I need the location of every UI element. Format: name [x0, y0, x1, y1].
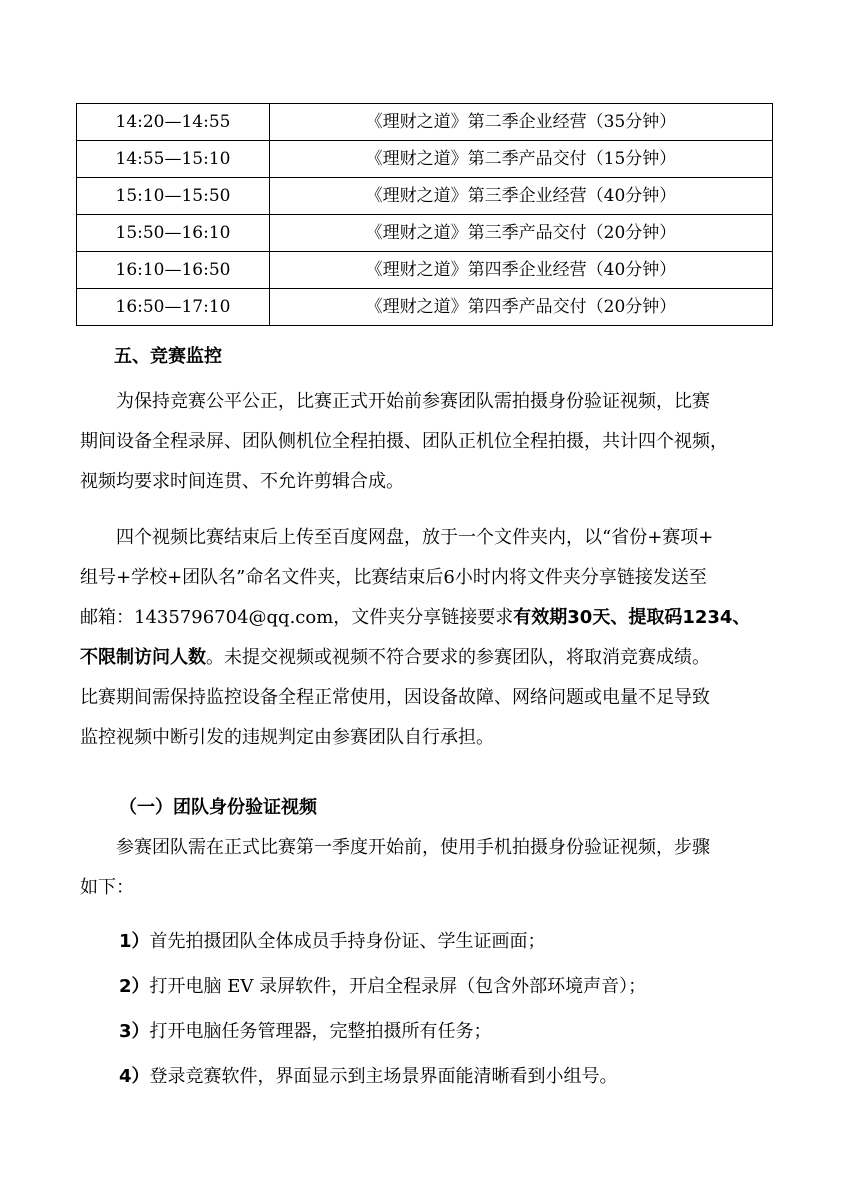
paragraph-line — [80, 638, 773, 678]
step-number: 4） — [119, 1066, 150, 1087]
time-cell: 16:10—16:50 — [77, 252, 270, 289]
table-row — [77, 104, 773, 141]
paragraph-line: 比赛期间需保持监控设备全程正常使用，因设备故障、网络问题或电量不足导致 — [80, 687, 710, 708]
activity-cell: 《理财之道》第四季企业经营（40分钟） — [270, 252, 773, 289]
paragraph-line: 监控视频中断引发的违规判定由参赛团队自行承担。 — [80, 727, 494, 748]
step-number: 2） — [119, 976, 150, 997]
paragraph-line: 参赛团队需在正式比赛第一季度开始前，使用手机拍摄身份验证视频，步骤 — [80, 837, 710, 858]
step-number: 3） — [119, 1021, 150, 1042]
access-requirement-bold: 不限制访问人数 — [80, 647, 206, 668]
paragraph-line — [80, 598, 773, 638]
step-number: 1） — [119, 931, 150, 952]
step-item — [119, 1062, 618, 1088]
step-item — [119, 972, 646, 998]
table-row — [77, 141, 773, 178]
paragraph-line: 视频均要求时间连贯、不允许剪辑合成。 — [80, 471, 404, 492]
paragraph-line: 四个视频比赛结束后上传至百度网盘，放于一个文件夹内，以“省份+赛项+ — [80, 527, 714, 548]
activity-cell: 《理财之道》第四季产品交付（20分钟） — [270, 289, 773, 326]
time-cell: 16:50—17:10 — [77, 289, 270, 326]
activity-cell: 《理财之道》第二季企业经营（35分钟） — [270, 104, 773, 141]
share-requirement-bold: 有效期30天、提取码1234、 — [513, 607, 751, 628]
paragraph-line: 期间设备全程录屏、团队侧机位全程拍摄、团队正机位全程拍摄，共计四个视频， — [80, 431, 728, 452]
activity-cell: 《理财之道》第三季产品交付（20分钟） — [270, 215, 773, 252]
table-row — [77, 178, 773, 215]
activity-cell: 《理财之道》第三季企业经营（40分钟） — [270, 178, 773, 215]
email-text: 邮箱：1435796704@qq.com，文件夹分享链接要求 — [80, 607, 514, 628]
paragraph-identity-intro — [80, 828, 773, 908]
paragraph-line: 为保持竞赛公平公正，比赛正式开始前参赛团队需拍摄身份验证视频，比赛 — [80, 391, 710, 412]
penalty-text: 。未提交视频或视频不符合要求的参赛团队，将取消竞赛成绩。 — [206, 647, 710, 668]
activity-cell: 《理财之道》第二季产品交付（15分钟） — [270, 141, 773, 178]
time-cell: 14:20—14:55 — [77, 104, 270, 141]
paragraph-upload — [80, 518, 773, 758]
step-text: 打开电脑 EV 录屏软件，开启全程录屏（包含外部环境声音）； — [149, 976, 647, 997]
step-item — [119, 927, 546, 953]
step-text: 打开电脑任务管理器，完整拍摄所有任务； — [149, 1021, 492, 1042]
step-item — [119, 1017, 492, 1043]
paragraph-line: 如下： — [80, 877, 134, 898]
section-heading-monitoring: 五、竞赛监控 — [114, 346, 222, 367]
step-text: 首先拍摄团队全体成员手持身份证、学生证画面； — [149, 931, 546, 952]
time-cell: 15:50—16:10 — [77, 215, 270, 252]
step-text: 登录竞赛软件，界面显示到主场景界面能清晰看到小组号。 — [149, 1066, 618, 1087]
paragraph-fairness — [80, 382, 773, 502]
table-row — [77, 215, 773, 252]
table-row — [77, 289, 773, 326]
table-row — [77, 252, 773, 289]
time-cell: 15:10—15:50 — [77, 178, 270, 215]
paragraph-line: 组号+学校+团队名”命名文件夹，比赛结束后6小时内将文件夹分享链接发送至 — [80, 567, 707, 588]
time-cell: 14:55—15:10 — [77, 141, 270, 178]
subsection-heading-identity: （一）团队身份验证视频 — [119, 797, 317, 818]
schedule-table — [76, 103, 773, 326]
